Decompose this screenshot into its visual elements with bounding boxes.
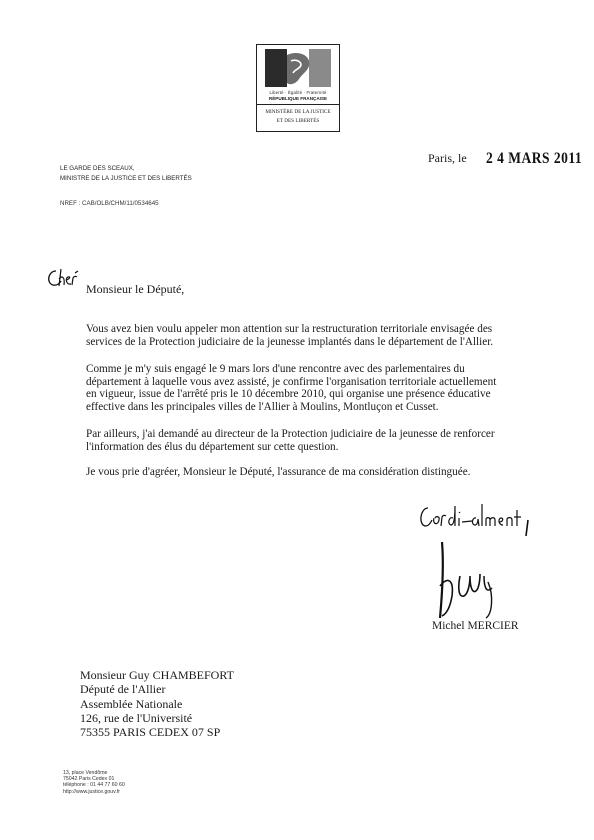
recipient-line: Assemblée Nationale xyxy=(80,696,183,711)
footer-line: 13, place Vendôme xyxy=(63,770,108,776)
body-line: services de la Protection judiciaire de la jeunesse implantés dans le département de l'Allier. xyxy=(86,335,494,348)
body-line: Vous avez bien voulu appeler mon attention sur la restructuration territoriale envisagée des xyxy=(86,323,493,335)
body-line: département à laquelle vous avez assisté, je confirme l'organisation territoriale actuellement xyxy=(86,375,497,388)
body-paragraph-4 xyxy=(86,466,538,479)
motto-text: Liberté · Égalité · Fraternité xyxy=(269,90,327,95)
ministry-footer-address xyxy=(63,770,125,795)
marianne-emblem-icon xyxy=(265,49,331,87)
footer-line: téléphone : 01 44 77 60 60 xyxy=(63,782,125,789)
body-paragraph-1 xyxy=(86,323,538,348)
signer-name: Michel MERCIER xyxy=(432,620,519,632)
recipient-line: 75355 PARIS CEDEX 07 SP xyxy=(80,725,221,740)
ministry-logo xyxy=(256,44,340,132)
body-paragraph-2 xyxy=(86,363,538,413)
body-paragraph-3 xyxy=(86,428,538,453)
date-city: Paris, le xyxy=(428,151,467,165)
body-line: Je vous prie d'agréer, Monsieur le Député, l'assurance de ma considération distinguée. xyxy=(86,466,471,478)
body-line: en vigueur, issue de l'arrêté pris le 10 décembre 2010, qui organise une présence éducative xyxy=(86,388,491,401)
ministry-line-1: MINISTÈRE DE LA JUSTICE xyxy=(265,109,331,115)
footer-link: http://www.justice.gouv.fr xyxy=(63,788,120,795)
signature xyxy=(428,536,528,624)
body-line: effective dans les principales villes de l'Allier à Moulins, Montluçon et Cusset. xyxy=(86,400,439,413)
body-line: Par ailleurs, j'ai demandé au directeur de la Protection judiciaire de la jeunesse de renforcer xyxy=(86,428,495,440)
body-line: l'information des élus du département sur cette question. xyxy=(86,440,339,453)
handwritten-closing xyxy=(418,500,550,540)
sender-ministry: MINISTRE DE LA JUSTICE ET DES LIBERTÉS xyxy=(60,175,192,182)
recipient-line: Monsieur Guy CHAMBEFORT xyxy=(80,668,234,682)
body-line: Comme je m'y suis engagé le 9 mars lors d'une rencontre avec des parlementaires du xyxy=(86,363,465,375)
sender-title: LE GARDE DES SCEAUX, xyxy=(60,165,135,172)
recipient-line: Député de l'Allier xyxy=(80,682,166,697)
ministry-line-2: ET DES LIBERTÉS xyxy=(276,118,320,124)
footer-line: 75042 Paris Cedex 01 xyxy=(63,776,115,783)
reference-number: NREF : CAB/OLB/CHM/11/0534645 xyxy=(60,200,159,207)
republic-text: RÉPUBLIQUE FRANÇAISE xyxy=(268,96,328,101)
logo-divider xyxy=(257,104,339,105)
date-stamp: 2 4 MARS 2011 xyxy=(486,149,583,167)
handwritten-greeting xyxy=(44,265,82,291)
salutation: Monsieur le Député, xyxy=(86,282,185,296)
recipient-address xyxy=(80,668,234,739)
recipient-line: 126, rue de l'Université xyxy=(80,710,193,725)
